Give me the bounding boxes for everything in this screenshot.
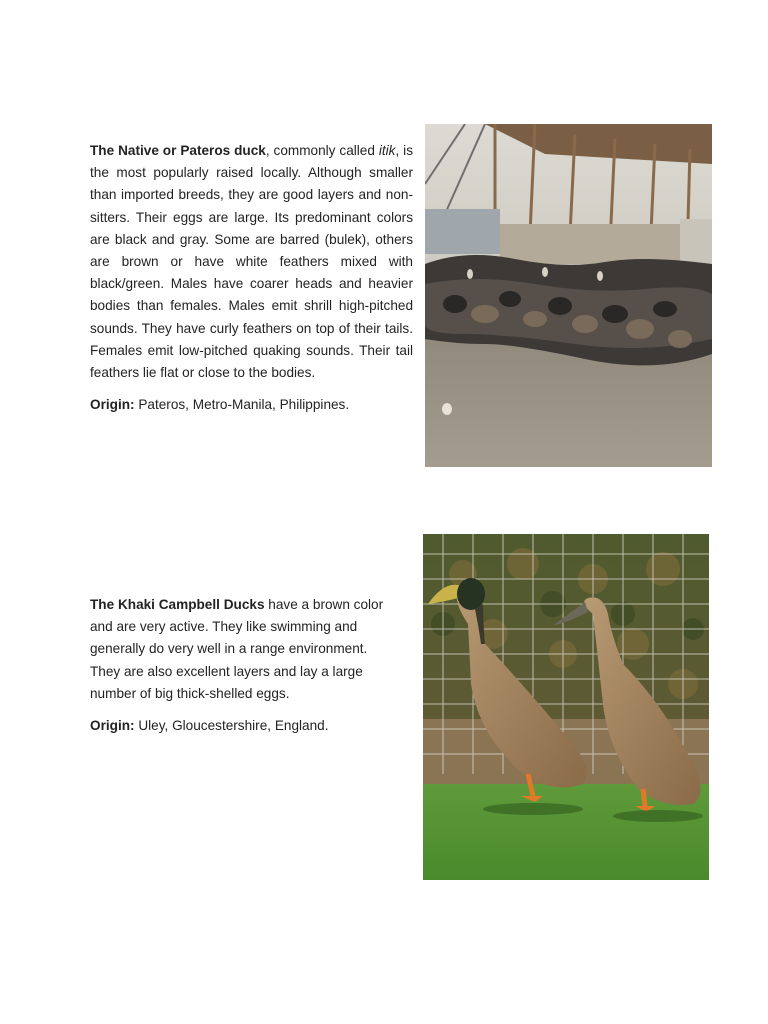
- origin-line: [90, 394, 413, 416]
- local-name: itik: [378, 143, 396, 158]
- paragraph-text: , is the most popularly raised locally. Although smaller than imported breeds, they are good layers and non-sitters. Their eggs are large. Its predominant colors are black and gray. Some are barred (bulek), others are brown or have white feathers mixed with black/green. Males have coarer heads and heavier bodies than females. Males emit shrill high-pitched sounds. They have curly feathers on top of their tails. Females emit low-pitched quaking sounds. Their tail feathers lie flat or close to the bodies.: [90, 143, 413, 381]
- khaki-campbell-photo: [423, 534, 709, 880]
- breed-name: The Native or Pateros duck: [90, 143, 266, 158]
- origin-label: Origin:: [90, 718, 135, 734]
- paragraph-text: , commonly called: [265, 143, 379, 158]
- pateros-duck-description: [90, 140, 413, 416]
- breed-name: The Khaki Campbell Ducks: [90, 597, 265, 612]
- duck-flock-image: [425, 124, 712, 467]
- khaki-campbell-paragraph: [90, 594, 400, 705]
- paragraph-text: have a brown color and are very active. They like swimming and generally do very well in a range environment. They are also excellent layers and lay a large number of big thick-shelled eggs.: [90, 597, 384, 701]
- khaki-campbell-description: [90, 594, 400, 737]
- origin-line: [90, 715, 400, 737]
- origin-value: Pateros, Metro-Manila, Philippines.: [134, 397, 350, 413]
- pateros-duck-photo: [425, 124, 712, 467]
- pateros-duck-paragraph: [90, 140, 413, 384]
- origin-value: Uley, Gloucestershire, England.: [134, 718, 329, 734]
- khaki-campbell-ducks-image: [423, 534, 709, 880]
- origin-label: Origin:: [90, 397, 135, 413]
